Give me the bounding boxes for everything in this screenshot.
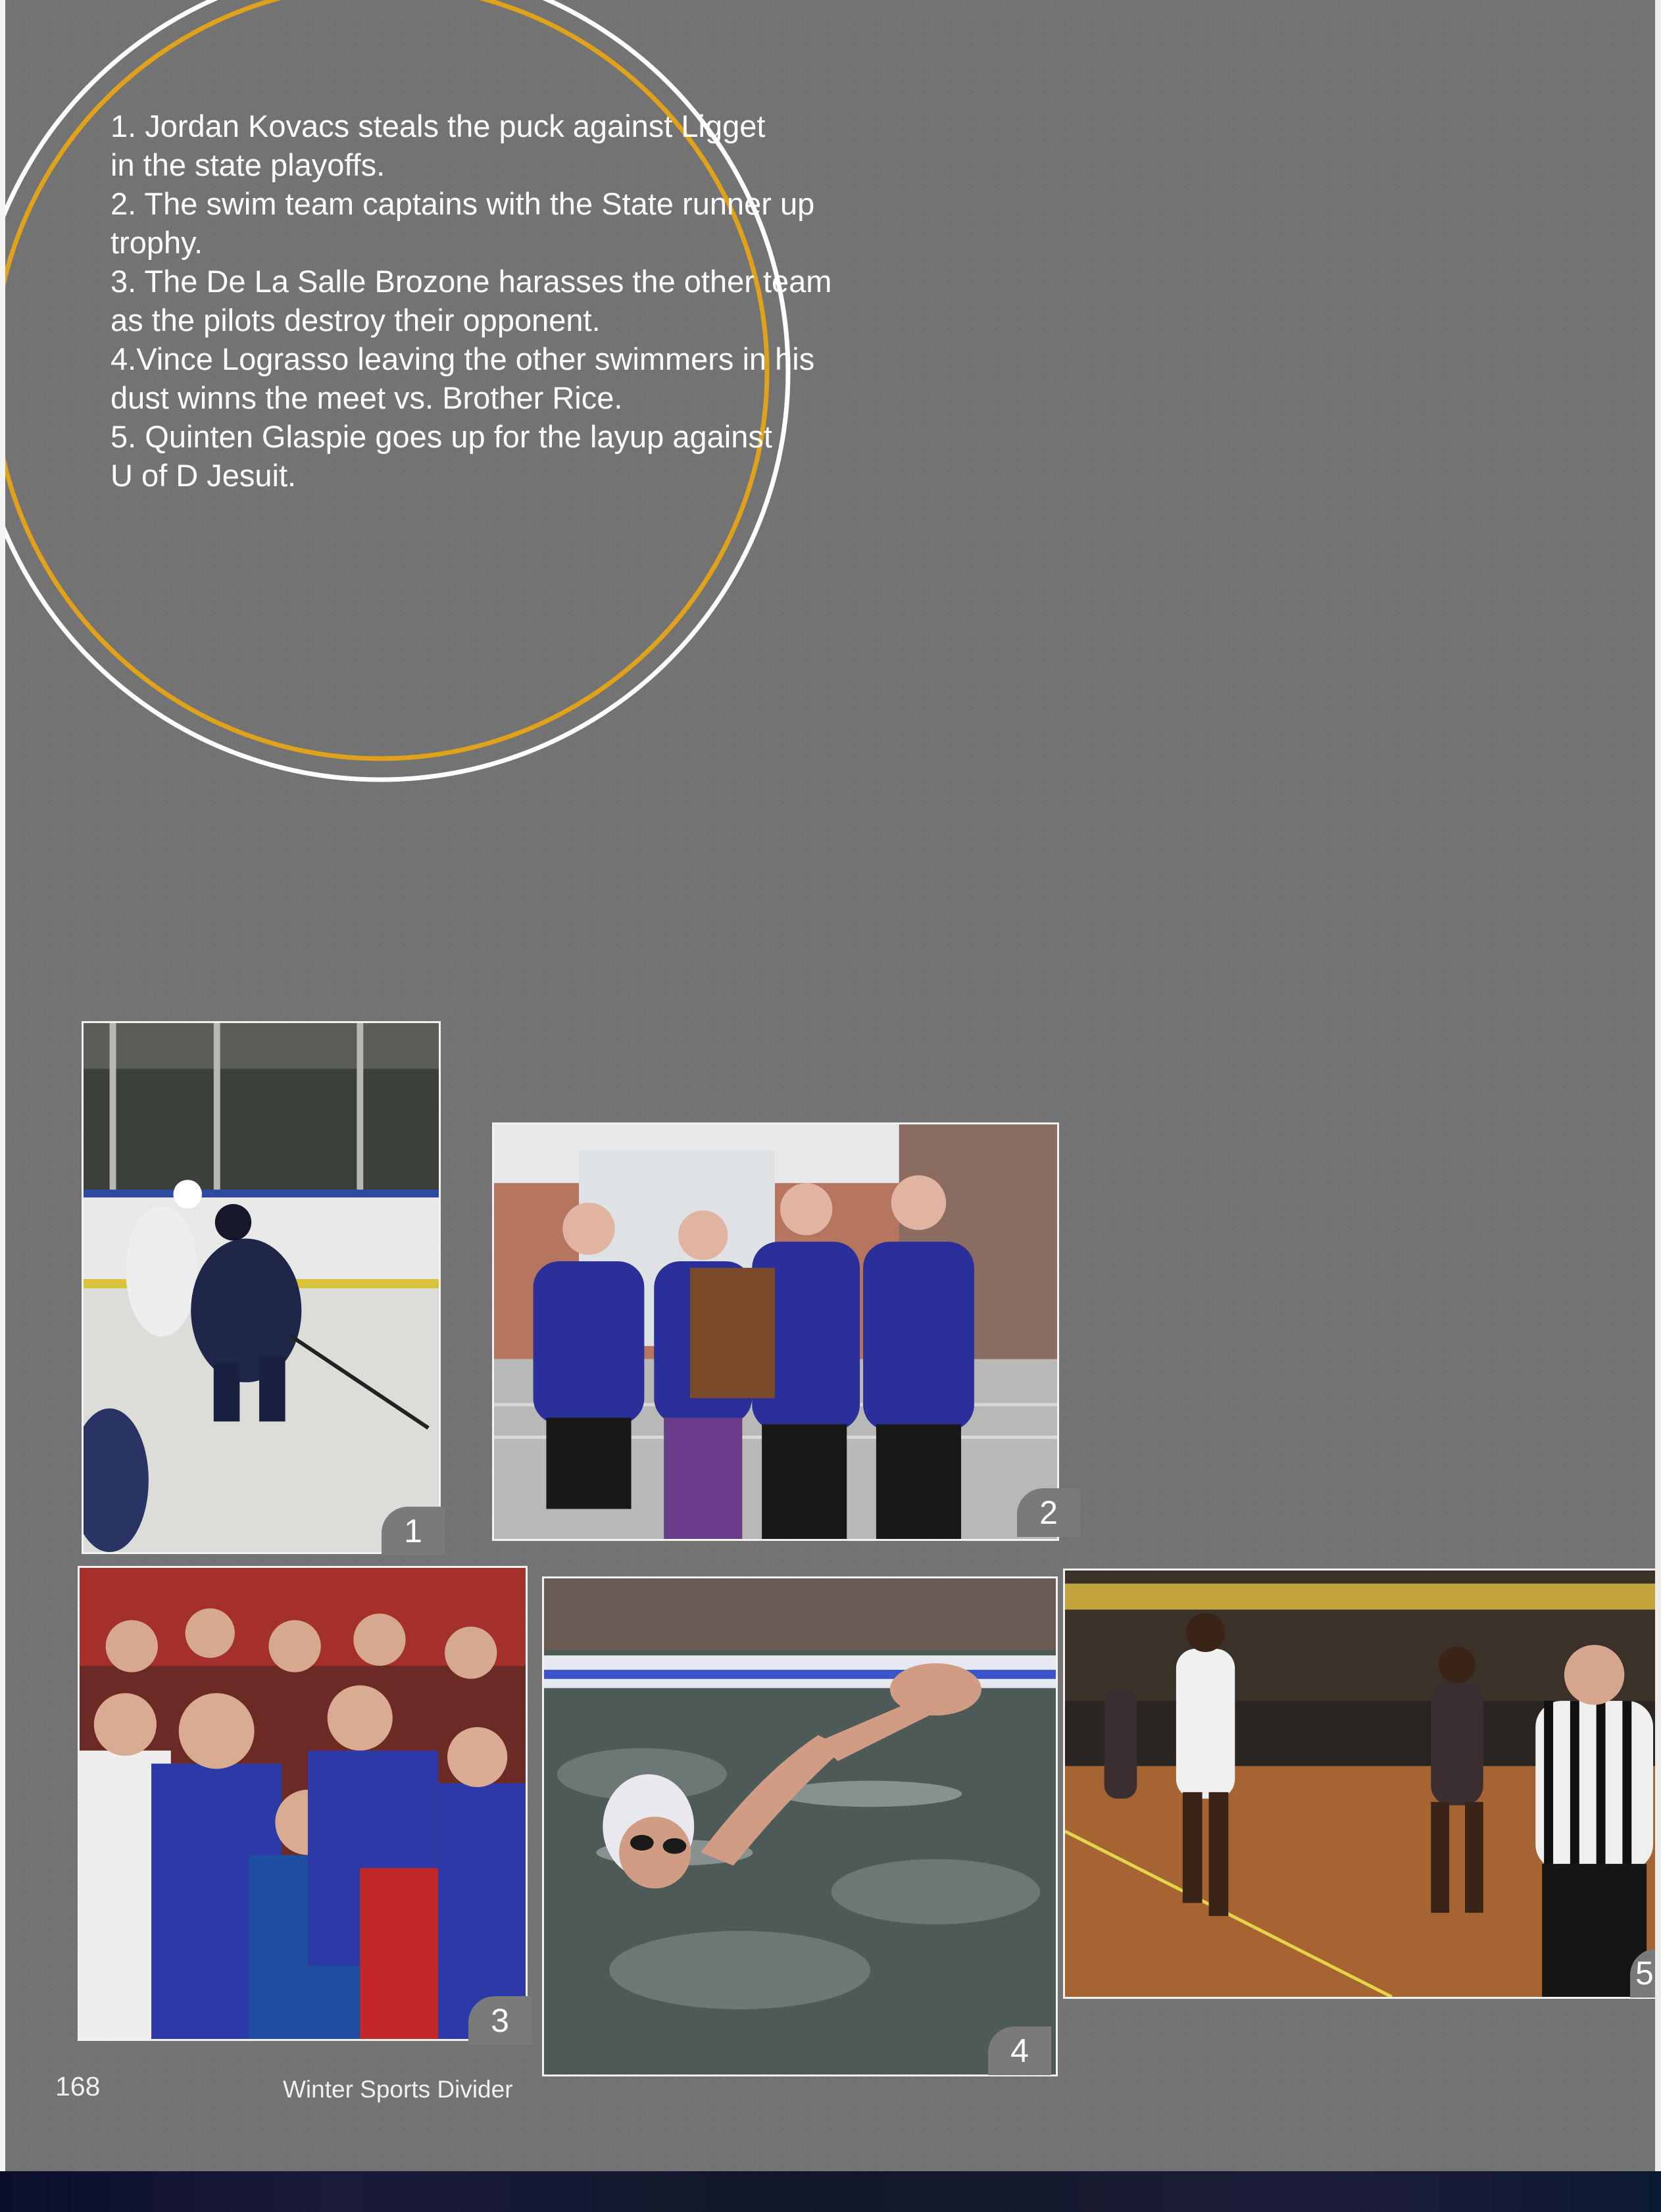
caption-5: 5. Quinten Glaspie goes up for the layup against U of D Jesuit. (111, 419, 772, 493)
caption-3: 3. The De La Salle Brozone harasses the other team as the pilots destroy their opponent. (111, 264, 832, 338)
hockey-image (84, 1023, 439, 1552)
photo-number-2: 2 (1017, 1488, 1080, 1537)
swim-captains-image (494, 1124, 1057, 1539)
scan-border (0, 2171, 1661, 2212)
photo-number-3: 3 (468, 1996, 532, 2045)
photo-number-5: 5 (1630, 1949, 1655, 1998)
photo-captions (111, 107, 860, 495)
page-edge (1655, 0, 1661, 2171)
photo-hockey (82, 1021, 441, 1554)
student-section-image (80, 1568, 526, 2039)
basketball-image (1065, 1571, 1655, 1997)
caption-4: 4.Vince Lograsso leaving the other swimmers in his dust winns the meet vs. Brother Rice. (111, 341, 815, 415)
photo-student-section (78, 1566, 528, 2041)
section-title: Winter Sports Divider (283, 2076, 513, 2103)
yearbook-page (5, 0, 1655, 2171)
photo-swim-captains (492, 1122, 1059, 1541)
photo-number-1: 1 (382, 1507, 445, 1555)
page-number: 168 (55, 2071, 101, 2101)
photo-basketball (1063, 1569, 1655, 1999)
swimmer-image (544, 1578, 1056, 2074)
photo-number-4: 4 (988, 2026, 1051, 2075)
caption-2: 2. The swim team captains with the State runner up trophy. (111, 186, 815, 260)
photo-swimmer (542, 1576, 1058, 2076)
caption-1: 1. Jordan Kovacs steals the puck against Ligget in the state playoffs. (111, 109, 766, 182)
